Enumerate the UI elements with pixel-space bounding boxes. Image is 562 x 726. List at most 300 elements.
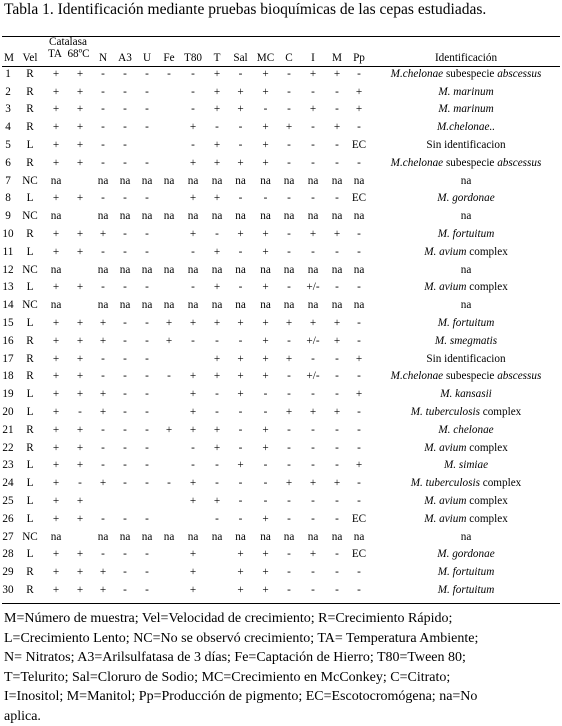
cell-t80: na [180, 207, 206, 225]
table-row [0, 136, 562, 154]
cell-i: - [300, 563, 326, 581]
cell-fe [158, 457, 180, 475]
cell-mm: + [326, 332, 348, 350]
table-row [0, 350, 562, 368]
cell-ident: na [370, 296, 562, 314]
cell-i: +/- [300, 332, 326, 350]
col-header-68c: 68ºC [66, 48, 92, 60]
cell-t68: + [68, 421, 92, 439]
cell-t68 [68, 296, 92, 314]
cell-mc: - [253, 403, 278, 421]
cell-c: - [278, 581, 300, 599]
cell-pp: EC [348, 546, 370, 564]
cell-pp: - [348, 421, 370, 439]
cell-n: + [92, 225, 114, 243]
cell-mm: + [326, 65, 348, 83]
cell-ta: + [44, 563, 68, 581]
cell-ident: M. avium complex [370, 243, 562, 261]
cell-vel: L [16, 546, 44, 564]
cell-a3: - [114, 118, 136, 136]
cell-i: - [300, 421, 326, 439]
cell-c: - [278, 563, 300, 581]
cell-m: 24 [0, 474, 16, 492]
cell-ident: M. avium complex [370, 510, 562, 528]
cell-m: 27 [0, 528, 16, 546]
cell-t80: - [180, 279, 206, 297]
cell-t: + [206, 368, 228, 386]
cell-fe [158, 243, 180, 261]
cell-sal: + [228, 83, 253, 101]
cell-ta: na [44, 296, 68, 314]
cell-pp: EC [348, 136, 370, 154]
footnote-line: M=Número de muestra; Vel=Velocidad de crecimiento; R=Crecimiento Rápido; [4, 609, 556, 629]
cell-ident: M. fortuitum [370, 225, 562, 243]
cell-sal: + [228, 314, 253, 332]
cell-mc: - [253, 101, 278, 119]
cell-u: - [136, 350, 158, 368]
cell-ta: + [44, 332, 68, 350]
cell-ta: + [44, 510, 68, 528]
cell-ta: + [44, 136, 68, 154]
cell-c: na [278, 261, 300, 279]
cell-m: 29 [0, 563, 16, 581]
cell-vel: R [16, 581, 44, 599]
cell-t [206, 563, 228, 581]
cell-n: - [92, 154, 114, 172]
cell-fe [158, 385, 180, 403]
cell-fe: na [158, 207, 180, 225]
cell-t80: + [180, 385, 206, 403]
cell-vel: L [16, 243, 44, 261]
cell-mm: - [326, 350, 348, 368]
table-row [0, 101, 562, 119]
cell-vel: NC [16, 172, 44, 190]
cell-a3: - [114, 581, 136, 599]
cell-m: 10 [0, 225, 16, 243]
cell-n: na [92, 261, 114, 279]
cell-i: - [300, 118, 326, 136]
cell-m: 18 [0, 368, 16, 386]
cell-vel: NC [16, 261, 44, 279]
cell-t68: + [68, 563, 92, 581]
table-row [0, 421, 562, 439]
cell-a3: - [114, 457, 136, 475]
cell-sal: - [228, 439, 253, 457]
cell-fe: na [158, 296, 180, 314]
cell-n: - [92, 101, 114, 119]
cell-mc: - [253, 474, 278, 492]
col-header-pp: Pp [348, 36, 370, 65]
cell-t80: - [180, 65, 206, 83]
cell-mm: - [326, 136, 348, 154]
cell-c: - [278, 190, 300, 208]
cell-sal: - [228, 510, 253, 528]
cell-n: - [92, 439, 114, 457]
cell-t: na [206, 528, 228, 546]
cell-i: - [300, 350, 326, 368]
cell-pp: + [348, 350, 370, 368]
table-row [0, 368, 562, 386]
cell-ta: + [44, 101, 68, 119]
cell-sal: na [228, 528, 253, 546]
cell-c: - [278, 492, 300, 510]
footnote-line: I=Inositol; M=Manitol; Pp=Producción de pigmento; EC=Escotocromógena; na=No [4, 687, 556, 707]
cell-a3: - [114, 368, 136, 386]
cell-ident: M. tuberculosis complex [370, 474, 562, 492]
cell-a3: - [114, 350, 136, 368]
cell-mc: + [253, 581, 278, 599]
cell-fe: + [158, 332, 180, 350]
cell-mm: - [326, 243, 348, 261]
cell-mm: - [326, 101, 348, 119]
cell-sal: - [228, 474, 253, 492]
cell-vel: R [16, 368, 44, 386]
cell-t68: + [68, 154, 92, 172]
cell-m: 6 [0, 154, 16, 172]
cell-u: - [136, 581, 158, 599]
cell-mc: + [253, 314, 278, 332]
cell-u: - [136, 65, 158, 83]
cell-mc: na [253, 172, 278, 190]
cell-pp: + [348, 385, 370, 403]
header-row [0, 36, 562, 65]
cell-fe [158, 225, 180, 243]
cell-ident: M. tuberculosis complex [370, 403, 562, 421]
cell-n: + [92, 332, 114, 350]
cell-u: na [136, 207, 158, 225]
cell-t68: + [68, 350, 92, 368]
cell-mc: - [253, 457, 278, 475]
cell-mc: + [253, 563, 278, 581]
cell-n: - [92, 368, 114, 386]
cell-c: na [278, 172, 300, 190]
cell-t80: na [180, 528, 206, 546]
cell-ident: na [370, 172, 562, 190]
cell-vel: L [16, 314, 44, 332]
cell-pp: na [348, 207, 370, 225]
cell-ident: M. avium complex [370, 279, 562, 297]
cell-i: + [300, 403, 326, 421]
cell-sal: + [228, 368, 253, 386]
cell-sal: na [228, 207, 253, 225]
cell-t80: - [180, 83, 206, 101]
cell-i: +/- [300, 279, 326, 297]
cell-ident: M. fortuitum [370, 314, 562, 332]
table-row [0, 190, 562, 208]
cell-t68: + [68, 368, 92, 386]
cell-fe [158, 83, 180, 101]
col-header-ta: TA [45, 48, 66, 60]
cell-i: - [300, 243, 326, 261]
cell-m: 13 [0, 279, 16, 297]
cell-vel: L [16, 474, 44, 492]
cell-t80: + [180, 563, 206, 581]
cell-i: - [300, 510, 326, 528]
cell-ta: + [44, 581, 68, 599]
cell-i: + [300, 225, 326, 243]
cell-sal: + [228, 457, 253, 475]
cell-u: - [136, 101, 158, 119]
cell-pp: - [348, 563, 370, 581]
cell-m: 14 [0, 296, 16, 314]
table-row [0, 563, 562, 581]
table-row [0, 314, 562, 332]
cell-c: - [278, 439, 300, 457]
cell-i: +/- [300, 368, 326, 386]
cell-n: + [92, 474, 114, 492]
table-row [0, 83, 562, 101]
cell-t68: + [68, 279, 92, 297]
cell-i: na [300, 528, 326, 546]
table-row [0, 172, 562, 190]
cell-fe: na [158, 261, 180, 279]
cell-a3: - [114, 332, 136, 350]
cell-sal: - [228, 492, 253, 510]
cell-u: na [136, 528, 158, 546]
cell-vel: R [16, 332, 44, 350]
cell-t: + [206, 421, 228, 439]
cell-mc: + [253, 225, 278, 243]
cell-ta: + [44, 368, 68, 386]
cell-t [206, 546, 228, 564]
cell-ta: + [44, 118, 68, 136]
cell-pp: + [348, 83, 370, 101]
col-header-m: M [0, 36, 16, 65]
cell-c: + [278, 350, 300, 368]
cell-t: + [206, 154, 228, 172]
cell-t80: - [180, 439, 206, 457]
cell-t68: + [68, 546, 92, 564]
cell-ta: + [44, 546, 68, 564]
cell-vel: R [16, 118, 44, 136]
cell-n: + [92, 581, 114, 599]
cell-mc: + [253, 118, 278, 136]
cell-n: - [92, 136, 114, 154]
cell-vel: R [16, 65, 44, 83]
cell-a3: - [114, 474, 136, 492]
cell-t: + [206, 492, 228, 510]
cell-a3: - [114, 101, 136, 119]
cell-i: - [300, 136, 326, 154]
cell-t80: + [180, 546, 206, 564]
cell-ta: + [44, 243, 68, 261]
cell-c: - [278, 332, 300, 350]
cell-m: 26 [0, 510, 16, 528]
cell-mm: - [326, 492, 348, 510]
cell-pp: EC [348, 190, 370, 208]
cell-u: - [136, 403, 158, 421]
cell-mc: na [253, 528, 278, 546]
cell-t80: na [180, 261, 206, 279]
cell-mm: na [326, 261, 348, 279]
cell-mc: - [253, 190, 278, 208]
cell-c: - [278, 225, 300, 243]
cell-t68: + [68, 385, 92, 403]
cell-m: 28 [0, 546, 16, 564]
cell-pp: - [348, 279, 370, 297]
cell-i: na [300, 296, 326, 314]
cell-t: + [206, 190, 228, 208]
table-body [0, 65, 562, 599]
cell-t: + [206, 65, 228, 83]
table-row [0, 332, 562, 350]
table-row [0, 457, 562, 475]
cell-vel: L [16, 190, 44, 208]
col-header-i: I [300, 36, 326, 65]
cell-mm: + [326, 118, 348, 136]
cell-ident: M. gordonae [370, 190, 562, 208]
cell-m: 16 [0, 332, 16, 350]
col-header-t: T [206, 36, 228, 65]
cell-u: - [136, 332, 158, 350]
cell-a3: na [114, 296, 136, 314]
cell-mm: - [326, 154, 348, 172]
cell-n: - [92, 243, 114, 261]
table-row [0, 492, 562, 510]
cell-t: - [206, 225, 228, 243]
cell-u [136, 136, 158, 154]
cell-c: - [278, 279, 300, 297]
cell-n: na [92, 207, 114, 225]
cell-sal: - [228, 332, 253, 350]
cell-t68: + [68, 65, 92, 83]
cell-t80: - [180, 332, 206, 350]
cell-n: - [92, 421, 114, 439]
cell-i: + [300, 65, 326, 83]
cell-c: - [278, 457, 300, 475]
col-header-mc: MC [253, 36, 278, 65]
cell-mc: + [253, 510, 278, 528]
cell-t: - [206, 474, 228, 492]
cell-pp: - [348, 492, 370, 510]
cell-ta: + [44, 439, 68, 457]
cell-sal: + [228, 581, 253, 599]
cell-mm: - [326, 83, 348, 101]
cell-ta: + [44, 279, 68, 297]
cell-vel: R [16, 439, 44, 457]
cell-mc: + [253, 350, 278, 368]
cell-i: na [300, 261, 326, 279]
cell-fe: na [158, 172, 180, 190]
cell-n: - [92, 510, 114, 528]
cell-m: 22 [0, 439, 16, 457]
cell-mc: + [253, 279, 278, 297]
cell-u: - [136, 118, 158, 136]
cell-vel: L [16, 385, 44, 403]
cell-ta: + [44, 314, 68, 332]
cell-mm: + [326, 225, 348, 243]
col-header-n: N [92, 36, 114, 65]
cell-i: + [300, 314, 326, 332]
cell-c: - [278, 243, 300, 261]
cell-i: na [300, 172, 326, 190]
cell-ident: M.chelonae subespecie abscessus [370, 368, 562, 386]
cell-fe [158, 279, 180, 297]
cell-ident: M.chelonae.. [370, 118, 562, 136]
cell-fe [158, 546, 180, 564]
cell-m: 19 [0, 385, 16, 403]
cell-t68: + [68, 101, 92, 119]
table-row [0, 225, 562, 243]
cell-ta: + [44, 403, 68, 421]
cell-t68: + [68, 332, 92, 350]
cell-ident: M. gordonae [370, 546, 562, 564]
cell-t68: + [68, 243, 92, 261]
cell-m: 17 [0, 350, 16, 368]
cell-a3: - [114, 403, 136, 421]
cell-mc: + [253, 243, 278, 261]
cell-u: - [136, 457, 158, 475]
cell-t: + [206, 101, 228, 119]
cell-mm: - [326, 546, 348, 564]
cell-m: 15 [0, 314, 16, 332]
cell-t: + [206, 314, 228, 332]
cell-mc: + [253, 439, 278, 457]
cell-a3: - [114, 279, 136, 297]
cell-u: - [136, 421, 158, 439]
cell-i: - [300, 83, 326, 101]
cell-a3 [114, 492, 136, 510]
cell-m: 3 [0, 101, 16, 119]
cell-t80: + [180, 225, 206, 243]
cell-mm: + [326, 474, 348, 492]
cell-mm: - [326, 368, 348, 386]
cell-vel: R [16, 350, 44, 368]
cell-c: na [278, 296, 300, 314]
cell-ta: + [44, 421, 68, 439]
cell-u [136, 492, 158, 510]
cell-i: - [300, 190, 326, 208]
cell-t68: + [68, 492, 92, 510]
cell-n: - [92, 546, 114, 564]
bottom-rule [2, 603, 560, 604]
cell-mm: - [326, 421, 348, 439]
cell-u: na [136, 261, 158, 279]
cell-t: na [206, 296, 228, 314]
cell-vel: R [16, 154, 44, 172]
col-header-identificacion: Identificación [370, 36, 562, 65]
cell-a3: na [114, 207, 136, 225]
cell-t [206, 581, 228, 599]
table-row [0, 581, 562, 599]
cell-pp: - [348, 314, 370, 332]
cell-ident: M. marinum [370, 83, 562, 101]
cell-a3: na [114, 261, 136, 279]
cell-ident: M. avium complex [370, 439, 562, 457]
cell-c: + [278, 118, 300, 136]
cell-mm: na [326, 172, 348, 190]
cell-fe: na [158, 528, 180, 546]
cell-mm: + [326, 403, 348, 421]
cell-t68: + [68, 136, 92, 154]
cell-sal: - [228, 118, 253, 136]
cell-pp: - [348, 581, 370, 599]
cell-sal: - [228, 190, 253, 208]
cell-c: - [278, 385, 300, 403]
cell-m: 12 [0, 261, 16, 279]
cell-t80: - [180, 136, 206, 154]
cell-sal: - [228, 243, 253, 261]
cell-n: - [92, 190, 114, 208]
table-row [0, 243, 562, 261]
cell-ident: M.chelonae subespecie abscessus [370, 65, 562, 83]
cell-t80: + [180, 421, 206, 439]
cell-mm: - [326, 457, 348, 475]
table-row [0, 528, 562, 546]
cell-t80: na [180, 296, 206, 314]
cell-t: + [206, 83, 228, 101]
cell-a3: - [114, 510, 136, 528]
